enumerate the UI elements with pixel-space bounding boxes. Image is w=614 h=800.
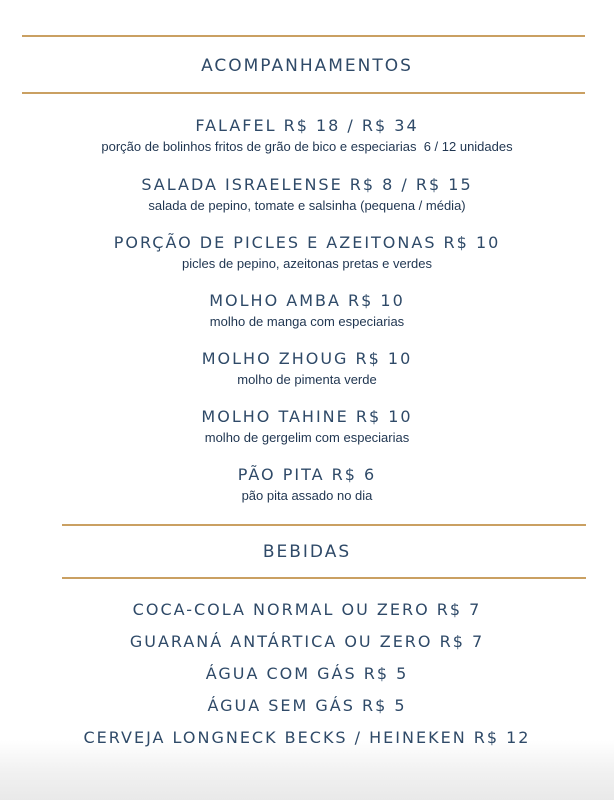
- item-description: picles de pepino, azeitonas pretas e verdes: [181, 256, 433, 271]
- drink-item: ÁGUA COM GÁS R$ 5: [205, 664, 409, 683]
- divider-top: [22, 35, 585, 37]
- divider-sides-bottom: [22, 92, 585, 94]
- divider-drinks-top: [62, 524, 586, 526]
- divider-drinks-bottom: [62, 577, 586, 579]
- item-description: molho de gergelim com especiarias: [204, 430, 410, 445]
- section-title-sides: ACOMPANHAMENTOS: [201, 56, 413, 76]
- item-description: pão pita assado no dia: [241, 488, 373, 503]
- item-description: molho de pimenta verde: [237, 372, 377, 387]
- item-description: porção de bolinhos fritos de grão de bico e especiarias 6 / 12 unidades: [101, 139, 513, 154]
- item-title: MOLHO AMBA R$ 10: [209, 291, 405, 310]
- item-description: molho de manga com especiarias: [209, 314, 405, 329]
- item-title: PORÇÃO DE PICLES E AZEITONAS R$ 10: [113, 233, 501, 252]
- drink-item: ÁGUA SEM GÁS R$ 5: [207, 696, 407, 715]
- item-title: FALAFEL R$ 18 / R$ 34: [195, 116, 419, 135]
- item-title: MOLHO TAHINE R$ 10: [201, 407, 413, 426]
- item-title: PÃO PITA R$ 6: [237, 465, 377, 484]
- item-description: salada de pepino, tomate e salsinha (pequena / média): [148, 198, 466, 213]
- drink-item: GUARANÁ ANTÁRTICA OU ZERO R$ 7: [129, 632, 485, 651]
- section-title-drinks: BEBIDAS: [262, 542, 352, 562]
- item-title: SALADA ISRAELENSE R$ 8 / R$ 15: [141, 175, 473, 194]
- drink-item: COCA-COLA NORMAL OU ZERO R$ 7: [132, 600, 482, 619]
- item-title: MOLHO ZHOUG R$ 10: [201, 349, 413, 368]
- drink-item: CERVEJA LONGNECK BECKS / HEINEKEN R$ 12: [83, 728, 531, 747]
